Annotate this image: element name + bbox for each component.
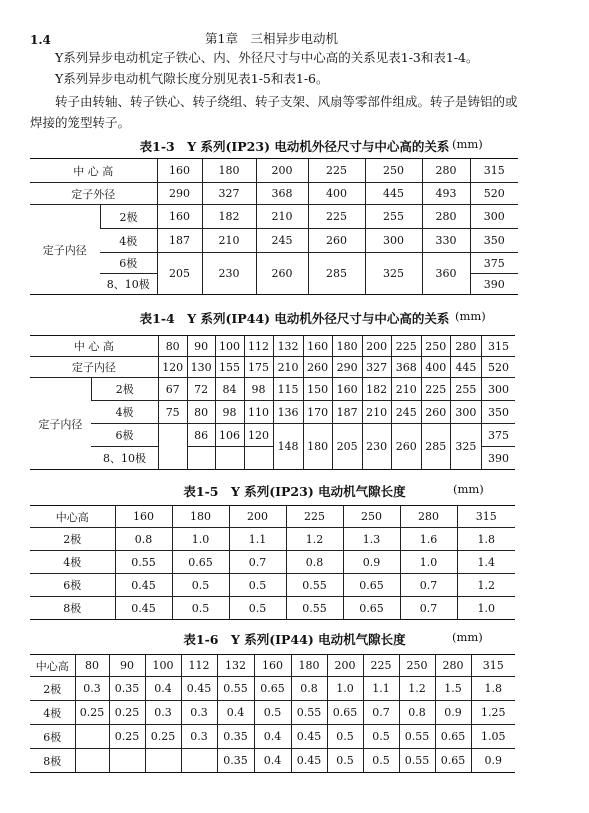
- cell: 0.3: [75, 677, 109, 701]
- cell: 400: [308, 183, 365, 205]
- table-1-3-unit: (mm): [452, 137, 483, 151]
- table-1-5-unit: (mm): [453, 482, 484, 496]
- cell: 1.8: [457, 528, 515, 551]
- cell: 290: [157, 183, 202, 205]
- cell: 80: [75, 655, 109, 677]
- cell: 98: [244, 378, 273, 401]
- cell: 210: [391, 378, 421, 401]
- cell: 375: [481, 424, 515, 447]
- cell: 0.65: [254, 677, 291, 701]
- cell: 245: [391, 401, 421, 424]
- cell: 160: [157, 159, 202, 183]
- cell: 1.4: [457, 551, 515, 574]
- cell: 210: [362, 401, 391, 424]
- cell: 1.1: [363, 677, 399, 701]
- cell: 90: [187, 336, 215, 357]
- outer-diameter-label: 定子外径: [30, 183, 157, 205]
- cell: 400: [421, 357, 450, 378]
- cell: 493: [422, 183, 470, 205]
- cell: 260: [303, 357, 332, 378]
- cell: 1.5: [435, 677, 471, 701]
- pole-label: 8极: [30, 749, 75, 773]
- page-number: 1.4: [30, 33, 51, 47]
- cell: 0.35: [217, 749, 254, 773]
- cell: 327: [362, 357, 391, 378]
- cell: 0.55: [286, 597, 343, 620]
- cell: 0.9: [471, 749, 515, 773]
- chapter-title: 第1章 三相异步电动机: [205, 31, 338, 46]
- table-1-5: [30, 505, 515, 620]
- cell: [158, 424, 187, 470]
- cell: 1.8: [471, 677, 515, 701]
- cell: 160: [115, 506, 172, 528]
- cell: 250: [399, 655, 435, 677]
- cell: 325: [450, 424, 481, 470]
- cell: 0.4: [254, 725, 291, 749]
- cell: 280: [450, 336, 481, 357]
- cell: 0.45: [291, 749, 327, 773]
- cell: 180: [303, 424, 332, 470]
- cell: 1.0: [400, 551, 457, 574]
- cell: 0.25: [75, 701, 109, 725]
- cell: 0.7: [229, 551, 286, 574]
- cell: 260: [391, 424, 421, 470]
- cell: 0.25: [109, 701, 145, 725]
- cell: [75, 749, 109, 773]
- cell: 225: [308, 159, 365, 183]
- cell: 250: [343, 506, 400, 528]
- cell: 200: [256, 159, 308, 183]
- cell: 1.25: [471, 701, 515, 725]
- pole-label: 4极: [30, 551, 115, 574]
- cell: 0.7: [363, 701, 399, 725]
- cell: 0.65: [343, 574, 400, 597]
- cell: 0.5: [327, 749, 363, 773]
- cell: 72: [187, 378, 215, 401]
- cell: 67: [158, 378, 187, 401]
- cell: 100: [215, 336, 244, 357]
- cell: 170: [303, 401, 332, 424]
- cell: 90: [109, 655, 145, 677]
- cell: 300: [450, 401, 481, 424]
- cell: 0.3: [181, 701, 217, 725]
- cell: 106: [215, 424, 244, 447]
- cell: 0.65: [435, 725, 471, 749]
- center-height-label: 中心高: [30, 655, 75, 677]
- cell: 280: [422, 205, 470, 229]
- pole-label: 6极: [91, 424, 158, 447]
- cell: 327: [202, 183, 256, 205]
- cell: 100: [145, 655, 181, 677]
- cell: 0.55: [399, 725, 435, 749]
- cell: 0.55: [291, 701, 327, 725]
- cell: [75, 725, 109, 749]
- paragraph-4: 焊接的笼型转子。: [30, 115, 131, 130]
- cell: 280: [422, 159, 470, 183]
- cell: 0.9: [343, 551, 400, 574]
- cell: 300: [481, 378, 515, 401]
- cell: 230: [362, 424, 391, 470]
- cell: 0.7: [400, 597, 457, 620]
- cell: 80: [158, 336, 187, 357]
- cell: 0.4: [145, 677, 181, 701]
- cell: 300: [365, 229, 422, 253]
- cell: 250: [365, 159, 422, 183]
- cell: 180: [291, 655, 327, 677]
- cell: 98: [215, 401, 244, 424]
- cell: 200: [327, 655, 363, 677]
- pole-label: 8极: [30, 597, 115, 620]
- pole-label: 6极: [30, 574, 115, 597]
- paragraph-2: Y系列异步电动机气隙长度分别见表1-5和表1-6。: [55, 71, 329, 86]
- cell: 285: [308, 253, 365, 295]
- cell: 0.45: [291, 725, 327, 749]
- cell: 182: [202, 205, 256, 229]
- cell: 150: [303, 378, 332, 401]
- cell: 210: [273, 357, 303, 378]
- cell: 0.65: [435, 749, 471, 773]
- cell: 260: [421, 401, 450, 424]
- cell: 520: [470, 183, 518, 205]
- cell: 0.55: [286, 574, 343, 597]
- cell: [181, 749, 217, 773]
- cell: 205: [157, 253, 202, 295]
- table-1-3-title: 表1-3 Y 系列(IP23) 电动机外径尺寸与中心高的关系: [139, 139, 450, 154]
- pole-label: 4极: [91, 401, 158, 424]
- cell: 0.8: [115, 528, 172, 551]
- cell: 260: [256, 253, 308, 295]
- cell: 130: [187, 357, 215, 378]
- cell: 390: [470, 274, 518, 295]
- cell: 0.8: [286, 551, 343, 574]
- cell: 0.9: [435, 701, 471, 725]
- cell: 1.2: [457, 574, 515, 597]
- cell: 0.5: [363, 749, 399, 773]
- cell: 175: [244, 357, 273, 378]
- cell: 210: [256, 205, 308, 229]
- center-height-label: 中 心 高: [30, 159, 157, 183]
- table-1-4: [30, 335, 515, 470]
- cell: 132: [217, 655, 254, 677]
- cell: [187, 447, 215, 470]
- paragraph-1: Y系列异步电动机定子铁心、内、外径尺寸与中心高的关系见表1-3和表1-4。: [55, 50, 479, 65]
- pole-label: 2极: [30, 528, 115, 551]
- table-1-4-unit: (mm): [455, 309, 486, 323]
- pole-label: 2极: [30, 677, 75, 701]
- cell: 0.3: [181, 725, 217, 749]
- cell: 0.35: [217, 725, 254, 749]
- cell: 368: [256, 183, 308, 205]
- cell: 230: [202, 253, 256, 295]
- cell: 368: [391, 357, 421, 378]
- cell: 112: [181, 655, 217, 677]
- cell: 0.45: [181, 677, 217, 701]
- cell: 350: [470, 229, 518, 253]
- cell: 255: [450, 378, 481, 401]
- cell: 86: [187, 424, 215, 447]
- cell: 0.65: [327, 701, 363, 725]
- cell: 360: [422, 253, 470, 295]
- cell: 0.65: [172, 551, 229, 574]
- cell: 75: [158, 401, 187, 424]
- table-1-4-title: 表1-4 Y 系列(IP44) 电动机外径尺寸与中心高的关系: [139, 311, 450, 326]
- cell: 0.35: [109, 677, 145, 701]
- center-height-label: 中 心 高: [30, 336, 158, 357]
- cell: 0.5: [172, 574, 229, 597]
- cell: 80: [187, 401, 215, 424]
- cell: 0.5: [254, 701, 291, 725]
- cell: 375: [470, 253, 518, 274]
- cell: 225: [391, 336, 421, 357]
- table-1-5-title: 表1-5 Y 系列(IP23) 电动机气隙长度: [183, 484, 406, 499]
- cell: 1.0: [457, 597, 515, 620]
- cell: 350: [481, 401, 515, 424]
- cell: 280: [435, 655, 471, 677]
- cell: 210: [202, 229, 256, 253]
- cell: 115: [273, 378, 303, 401]
- cell: 148: [273, 424, 303, 470]
- outer-diameter-label: 定子内径: [30, 357, 158, 378]
- cell: 84: [215, 378, 244, 401]
- cell: [109, 749, 145, 773]
- cell: 1.1: [229, 528, 286, 551]
- cell: 187: [157, 229, 202, 253]
- cell: 300: [470, 205, 518, 229]
- cell: 205: [332, 424, 362, 470]
- cell: 120: [244, 424, 273, 447]
- cell: 315: [481, 336, 515, 357]
- cell: 136: [273, 401, 303, 424]
- cell: 1.2: [286, 528, 343, 551]
- inner-diameter-label: 定子内径: [30, 378, 91, 470]
- cell: 325: [365, 253, 422, 295]
- cell: 285: [421, 424, 450, 470]
- cell: 1.05: [471, 725, 515, 749]
- cell: [145, 749, 181, 773]
- cell: 187: [332, 401, 362, 424]
- cell: 132: [273, 336, 303, 357]
- cell: 260: [308, 229, 365, 253]
- table-1-3: [30, 158, 518, 295]
- cell: 160: [157, 205, 202, 229]
- paragraph-3: 转子由转轴、转子铁心、转子绕组、转子支架、风扇等零部件组成。转子是铸铝的或: [55, 94, 518, 109]
- cell: 0.25: [109, 725, 145, 749]
- cell: 250: [421, 336, 450, 357]
- cell: 0.5: [363, 725, 399, 749]
- center-height-label: 中心高: [30, 506, 115, 528]
- cell: 0.5: [327, 725, 363, 749]
- cell: [215, 447, 244, 470]
- cell: 160: [332, 378, 362, 401]
- cell: 200: [229, 506, 286, 528]
- cell: 1.3: [343, 528, 400, 551]
- cell: 0.55: [217, 677, 254, 701]
- cell: 315: [470, 159, 518, 183]
- table-1-6-unit: (mm): [452, 630, 483, 644]
- pole-label: 6极: [100, 253, 157, 274]
- cell: 0.5: [172, 597, 229, 620]
- cell: 0.5: [229, 597, 286, 620]
- cell: 1.6: [400, 528, 457, 551]
- table-1-6-title: 表1-6 Y 系列(IP44) 电动机气隙长度: [183, 632, 406, 647]
- cell: 0.45: [115, 597, 172, 620]
- pole-label: 4极: [30, 701, 75, 725]
- pole-label: 8、10极: [91, 447, 158, 470]
- cell: 225: [286, 506, 343, 528]
- table-1-6: [30, 654, 515, 773]
- cell: 120: [158, 357, 187, 378]
- cell: 255: [365, 205, 422, 229]
- cell: 1.2: [399, 677, 435, 701]
- cell: 245: [256, 229, 308, 253]
- cell: 315: [471, 655, 515, 677]
- cell: 0.55: [399, 749, 435, 773]
- cell: 1.0: [327, 677, 363, 701]
- cell: 0.4: [254, 749, 291, 773]
- cell: 160: [254, 655, 291, 677]
- cell: 445: [450, 357, 481, 378]
- pole-label: 8、10极: [100, 274, 157, 295]
- cell: 180: [172, 506, 229, 528]
- cell: 0.8: [399, 701, 435, 725]
- cell: 200: [362, 336, 391, 357]
- cell: 110: [244, 401, 273, 424]
- cell: 155: [215, 357, 244, 378]
- cell: 290: [332, 357, 362, 378]
- cell: 445: [365, 183, 422, 205]
- cell: 520: [481, 357, 515, 378]
- pole-label: 6极: [30, 725, 75, 749]
- cell: 1.0: [172, 528, 229, 551]
- cell: 160: [303, 336, 332, 357]
- cell: 315: [457, 506, 515, 528]
- cell: 225: [363, 655, 399, 677]
- cell: 225: [421, 378, 450, 401]
- cell: 182: [362, 378, 391, 401]
- cell: 112: [244, 336, 273, 357]
- cell: 280: [400, 506, 457, 528]
- cell: [244, 447, 273, 470]
- cell: 225: [308, 205, 365, 229]
- pole-label: 2极: [91, 378, 158, 401]
- cell: 180: [332, 336, 362, 357]
- cell: 0.4: [217, 701, 254, 725]
- inner-diameter-label: 定子内径: [30, 205, 100, 295]
- cell: 0.5: [229, 574, 286, 597]
- cell: 0.3: [145, 701, 181, 725]
- cell: 0.8: [291, 677, 327, 701]
- cell: 180: [202, 159, 256, 183]
- pole-label: 4极: [100, 229, 157, 253]
- cell: 0.45: [115, 574, 172, 597]
- pole-label: 2极: [100, 205, 157, 229]
- cell: 0.7: [400, 574, 457, 597]
- cell: 390: [481, 447, 515, 470]
- cell: 0.65: [343, 597, 400, 620]
- cell: 330: [422, 229, 470, 253]
- cell: 0.25: [145, 725, 181, 749]
- cell: 0.55: [115, 551, 172, 574]
